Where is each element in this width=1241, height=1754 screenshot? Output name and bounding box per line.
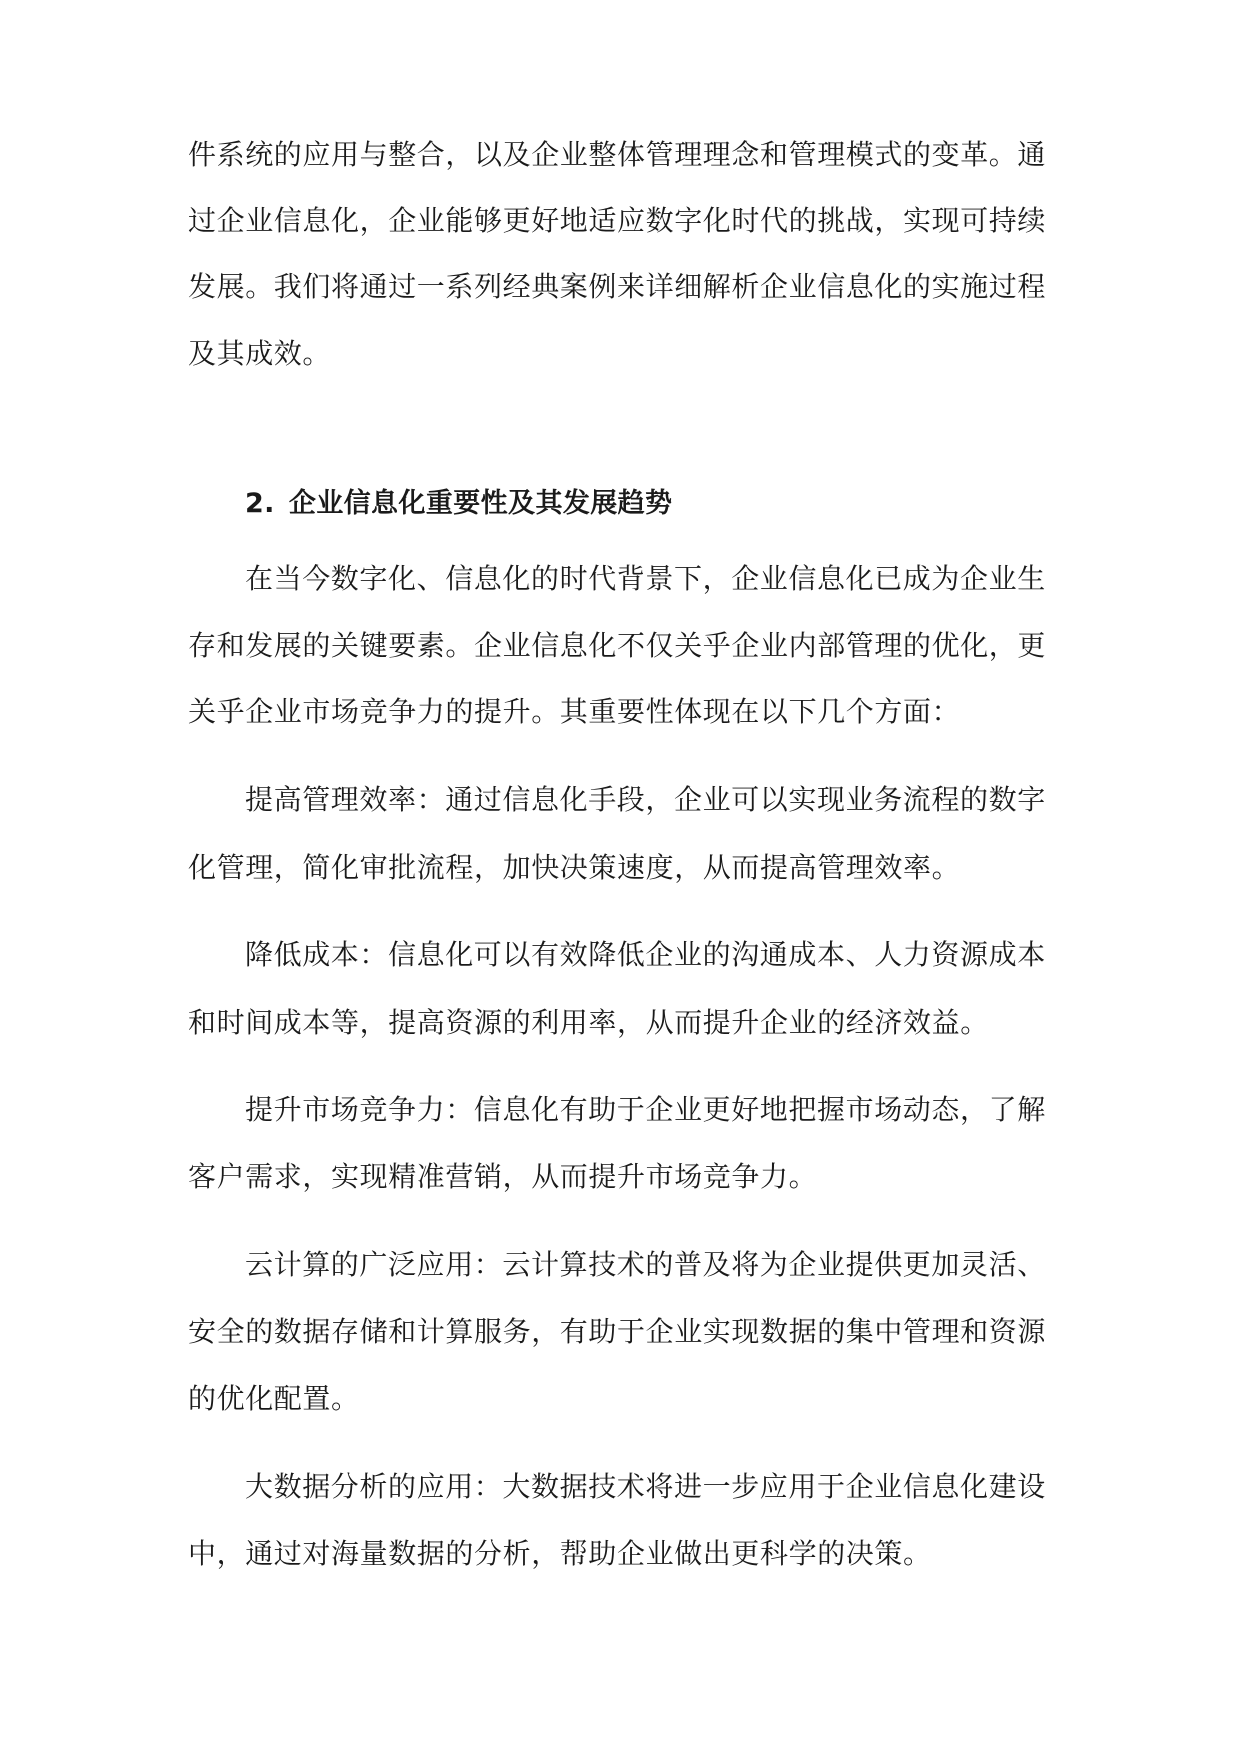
paragraph-intro-line-3: 发展。我们将通过一系列经典案例来详细解析企业信息化的实施过程 (188, 270, 1047, 303)
paragraph-competitiveness-line-1: 提升市场竞争力：信息化有助于企业更好地把握市场动态，了解 (245, 1093, 1046, 1126)
paragraph-efficiency-line-2: 化管理，简化审批流程，加快决策速度，从而提高管理效率。 (188, 851, 961, 884)
paragraph-bigdata-line-1: 大数据分析的应用：大数据技术将进一步应用于企业信息化建设 (245, 1470, 1046, 1503)
section-number: 2. (245, 488, 275, 519)
section-title: 企业信息化重要性及其发展趋势 (288, 488, 673, 519)
paragraph-cloud-line-2: 安全的数据存储和计算服务，有助于企业实现数据的集中管理和资源 (188, 1315, 1047, 1348)
paragraph-cloud-line-1: 云计算的广泛应用：云计算技术的普及将为企业提供更加灵活、 (245, 1248, 1046, 1281)
section-heading (245, 484, 672, 524)
paragraph-competitiveness-line-2: 客户需求，实现精准营销，从而提升市场竞争力。 (188, 1160, 818, 1193)
paragraph-bigdata-line-2: 中，通过对海量数据的分析，帮助企业做出更科学的决策。 (188, 1537, 932, 1570)
paragraph-efficiency-line-1: 提高管理效率：通过信息化手段，企业可以实现业务流程的数字 (245, 783, 1046, 816)
paragraph-importance-line-1: 在当今数字化、信息化的时代背景下，企业信息化已成为企业生 (245, 562, 1046, 595)
paragraph-intro-line-4: 及其成效。 (188, 337, 332, 370)
paragraph-intro-line-1: 件系统的应用与整合，以及企业整体管理理念和管理模式的变革。通 (188, 138, 1047, 171)
paragraph-cost-line-1: 降低成本：信息化可以有效降低企业的沟通成本、人力资源成本 (245, 938, 1046, 971)
paragraph-importance-line-3: 关乎企业市场竞争力的提升。其重要性体现在以下几个方面： (188, 695, 961, 728)
paragraph-cost-line-2: 和时间成本等，提高资源的利用率，从而提升企业的经济效益。 (188, 1006, 989, 1039)
paragraph-cloud-line-3: 的优化配置。 (188, 1382, 360, 1415)
paragraph-intro-line-2: 过企业信息化，企业能够更好地适应数字化时代的挑战，实现可持续 (188, 204, 1047, 237)
paragraph-importance-line-2: 存和发展的关键要素。企业信息化不仅关乎企业内部管理的优化，更 (188, 629, 1047, 662)
